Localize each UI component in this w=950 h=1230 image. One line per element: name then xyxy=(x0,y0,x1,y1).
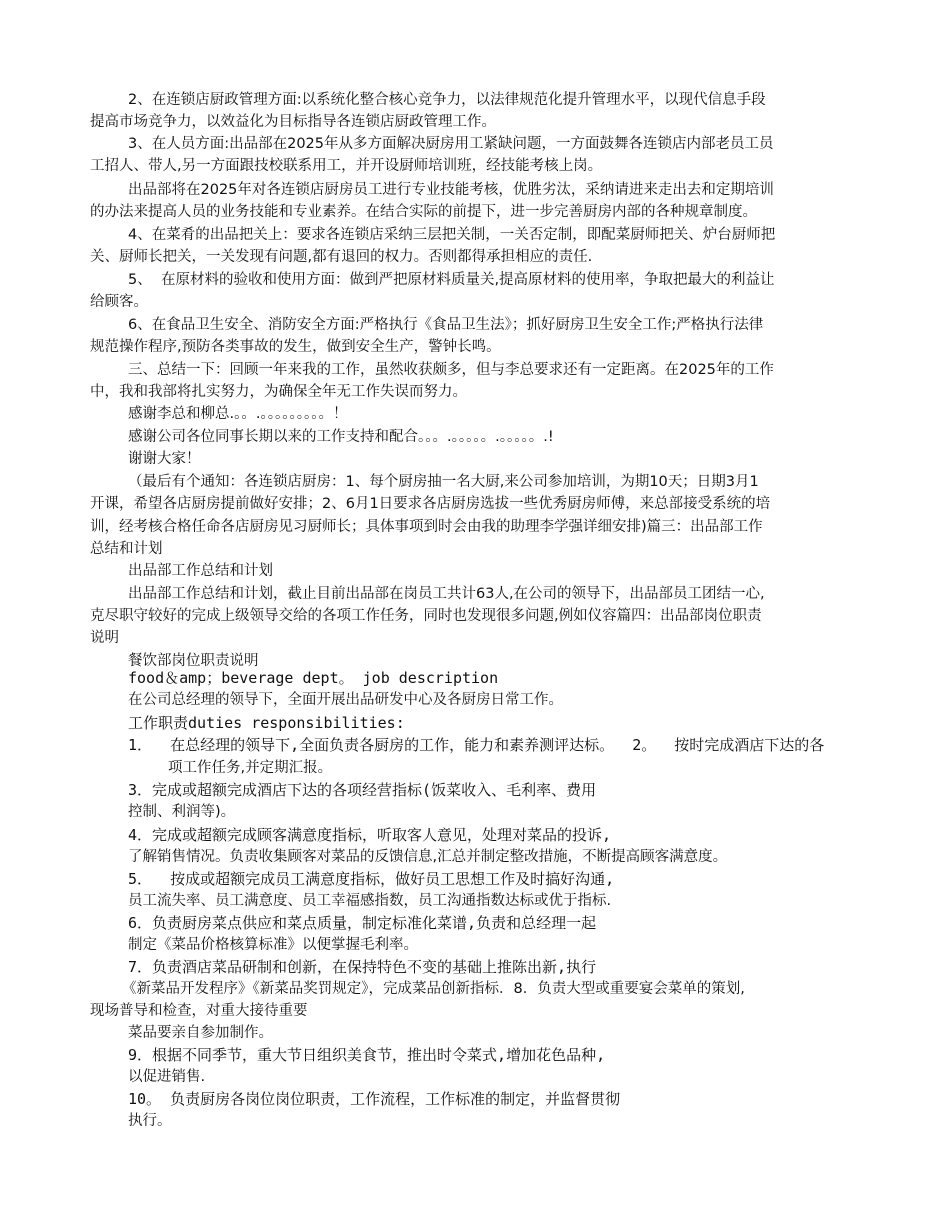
text-line: 谢谢大家！ xyxy=(128,451,201,467)
text-line: 三、总结一下：回顾一年来我的工作，虽然收获颇多，但与李总要求还有一定距离。在2025年的工作 xyxy=(128,362,774,378)
text-line: 4、在菜肴的出品把关上：要求各连锁店采纳三层把关制，一关否定制，即配菜厨师把关、炉台厨师把 xyxy=(128,227,776,243)
text-line: 控制、利润等)。 xyxy=(128,804,236,820)
text-line: 了解销售情况。负责收集顾客对菜品的反馈信息,汇总并制定整改措施，不断提高顾客满意度。 xyxy=(128,849,728,865)
text-line: 员工流失率、员工满意度、员工幸福感指数，员工沟通指数达标或优于指标. xyxy=(128,893,612,909)
text-line: 出品部工作总结和计划 xyxy=(128,563,273,579)
text-line: 在公司总经理的领导下，全面开展出品研发中心及各厨房日常工作。 xyxy=(128,692,563,708)
text-line: 工作职责duties responsibilities: xyxy=(128,714,405,732)
text-line: 提高市场竞争力，以效益化为目标指导各连锁店厨政管理工作。 xyxy=(90,114,496,130)
text-line: 出品部将在2025年对各连锁店厨房员工进行专业技能考核，优胜劣汰，采纳请进来走出去和定期培训 xyxy=(128,182,774,198)
text-line: 感谢公司各位同事长期以来的工作支持和配合。。。.。。。。。.。。。。。.! xyxy=(128,429,554,445)
text-line: 开课，希望各店厨房提前做好安排；2、6月1日要求各店厨房选拔一些优秀厨房师傅，来总部接受系统的培 xyxy=(90,496,771,512)
text-line: 关、厨师长把关，一关发现有问题,都有退回的权力。否则都得承担相应的责任. xyxy=(90,249,593,265)
text-line: 《新菜品开发程序》《新菜品奖罚规定》，完成菜品创新指标．8．负责大型或重要宴会菜单的策划, xyxy=(122,981,745,997)
text-line: 感谢李总和柳总.。。.。。。。。。。。。！ xyxy=(128,406,348,422)
text-line: 3．完成或超额完成酒店下达的各项经营指标(饭菜收入、毛利率、费用 xyxy=(128,781,597,799)
text-line: 7．负责酒店菜品研制和创新，在保持特色不变的基础上推陈出新,执行 xyxy=(128,958,597,976)
text-line: 给顾客。 xyxy=(90,294,148,310)
text-line: 规范操作程序,预防各类事故的发生，做到安全生产，警钟长鸣。 xyxy=(90,339,501,355)
text-line: 的办法来提高人员的业务技能和专业素养。在结合实际的前提下，进一步完善厨房内部的各种规章制度。 xyxy=(90,204,757,220)
text-line: 5、 在原材料的验收和使用方面：做到严把原材料质量关,提高原材料的使用率，争取把最大的利益让 xyxy=(128,272,775,288)
text-line: 2、在连锁店厨政管理方面:以系统化整合核心竞争力，以法律规范化提升管理水平，以现代信息手段 xyxy=(128,92,766,108)
text-line: 总结和计划 xyxy=(90,541,163,557)
text-line: 工招人、带人,另一方面跟技校联系用工，并开设厨师培训班，经技能考核上岗。 xyxy=(90,158,603,174)
text-line: 项工作任务,并定期汇报。 xyxy=(168,760,333,776)
text-line: 训，经考核合格任命各店厨房见习厨师长；具体事项到时会由我的助理李学强详细安排)篇三：出品部工作 xyxy=(90,519,763,535)
text-line: 出品部工作总结和计划，截止目前出品部在岗员工共计63人,在公司的领导下，出品部员工团结一心, xyxy=(128,586,765,602)
text-line: 1． 在总经理的领导下,全面负责各厨房的工作，能力和素养测评达标。 2。 按时完成酒店下达的各 xyxy=(128,736,825,754)
text-line: 菜品要亲自参加制作。 xyxy=(128,1025,273,1041)
text-line: 制定《菜品价格核算标准》以便掌握毛利率。 xyxy=(128,937,418,953)
text-line: 6、在食品卫生安全、消防安全方面:严格执行《食品卫生法》；抓好厨房卫生安全工作;严格执行法律 xyxy=(128,317,764,333)
text-line: 餐饮部岗位职责说明 xyxy=(128,653,259,669)
text-line: 现场普导和检查，对重大接待重要 xyxy=(90,1003,308,1019)
text-line: （最后有个通知：各连锁店厨房：1、每个厨房抽一名大厨,来公司参加培训，为期10天；日期3月1 xyxy=(128,474,759,490)
text-line: 4．完成或超额完成顾客满意度指标，听取客人意见，处理对菜品的投诉, xyxy=(128,826,612,844)
text-line: 9．根据不同季节，重大节日组织美食节，推出时令菜式,增加花色品种, xyxy=(128,1046,606,1064)
text-line: 中，我和我部将扎实努力，为确保全年无工作失误而努力。 xyxy=(90,384,467,400)
text-line: food＆amp；beverage dept。 job description xyxy=(128,669,499,687)
text-line: 克尽职守较好的完成上级领导交给的各项工作任务，同时也发现很多问题,例如仪容篇四：出品部岗位职责 xyxy=(90,608,762,624)
text-line: 10。 负责厨房各岗位岗位职责，工作流程，工作标准的制定，并监督贯彻 xyxy=(128,1090,621,1108)
text-line: 执行。 xyxy=(128,1113,172,1129)
text-line: 6．负责厨房菜点供应和菜点质量，制定标准化菜谱,负责和总经理一起 xyxy=(128,914,597,932)
text-line: 3、在人员方面:出品部在2025年从多方面解决厨房用工紧缺问题，一方面鼓舞各连锁店内部老员工员 xyxy=(128,136,774,152)
text-line: 5． 按成或超额完成员工满意度指标，做好员工思想工作及时搞好沟通, xyxy=(128,870,615,888)
text-line: 说明 xyxy=(90,630,119,646)
text-line: 以促进销售. xyxy=(128,1069,206,1085)
